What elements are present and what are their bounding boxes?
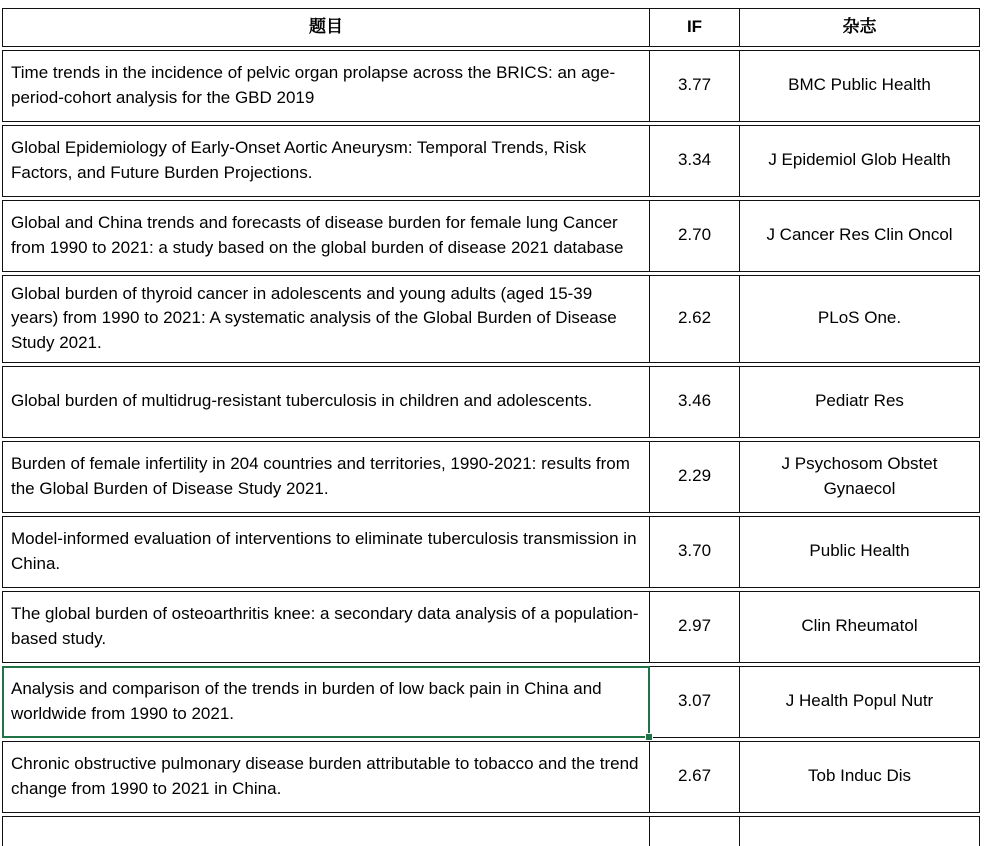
if-cell[interactable] <box>649 276 739 362</box>
title-cell[interactable] <box>3 201 649 271</box>
journal-cell-text: Public Health <box>809 541 910 561</box>
header-title-cell[interactable] <box>3 9 649 46</box>
title-cell-text: Burden of female infertility in 204 countries and territories, 1990-2021: results from the Global Burden of Disease Study 2021. <box>11 453 630 498</box>
journal-cell[interactable] <box>739 742 979 812</box>
table-row <box>2 741 980 813</box>
title-cell[interactable] <box>3 442 649 512</box>
journal-cell-text: J Epidemiol Glob Health <box>768 150 951 170</box>
journal-cell[interactable] <box>739 367 979 437</box>
title-cell-selected[interactable] <box>3 667 649 737</box>
if-cell-text: 2.70 <box>677 225 712 245</box>
table-row <box>2 366 980 438</box>
header-journal-cell[interactable] <box>739 9 979 46</box>
title-cell[interactable] <box>3 592 649 662</box>
table-row <box>2 516 980 588</box>
if-cell-text: 2.97 <box>677 616 712 636</box>
table-row <box>2 816 980 846</box>
header-title-label: 题目 <box>309 17 343 36</box>
if-cell[interactable] <box>649 667 739 737</box>
if-cell[interactable] <box>649 367 739 437</box>
if-cell[interactable] <box>649 517 739 587</box>
table-row <box>2 591 980 663</box>
title-cell[interactable] <box>3 126 649 196</box>
journal-cell[interactable] <box>739 201 979 271</box>
if-cell[interactable] <box>649 51 739 121</box>
table-row <box>2 125 980 197</box>
title-cell[interactable] <box>3 367 649 437</box>
if-cell-text: 3.70 <box>677 541 712 561</box>
if-cell-text: 2.29 <box>677 466 712 486</box>
table-row <box>2 200 980 272</box>
title-cell-text: Model-informed evaluation of interventions to eliminate tuberculosis transmission in China. <box>11 528 637 573</box>
table-row <box>2 275 980 363</box>
journal-cell-text: J Cancer Res Clin Oncol <box>766 225 953 245</box>
if-cell-text: 3.46 <box>677 391 712 411</box>
if-cell-text: 3.07 <box>677 691 712 711</box>
journal-cell[interactable] <box>739 51 979 121</box>
journal-cell-text: Clin Rheumatol <box>801 616 918 636</box>
if-cell[interactable] <box>649 201 739 271</box>
journal-cell-text: PLoS One. <box>817 308 902 328</box>
header-journal-label: 杂志 <box>842 17 877 36</box>
title-cell-text: Global burden of multidrug-resistant tuberculosis in children and adolescents. <box>11 391 593 411</box>
title-cell-text: Time trends in the incidence of pelvic organ prolapse across the BRICS: an age-period-cohort analysis for the GBD 2019 <box>11 63 616 107</box>
if-cell[interactable] <box>649 126 739 196</box>
table-row <box>2 441 980 513</box>
journal-cell[interactable] <box>739 442 979 512</box>
title-cell-text: Global Epidemiology of Early-Onset Aortic Aneurysm: Temporal Trends, Risk Factors, and Future Burden Projections. <box>11 138 587 182</box>
title-cell-text: Global and China trends and forecasts of disease burden for female lung Cancer from 1990 to 2021: a study based on the global burden of disease 2021 database <box>11 213 624 257</box>
if-cell-text: 2.62 <box>677 308 712 328</box>
title-cell[interactable] <box>3 817 649 846</box>
journal-cell-text: BMC Public Health <box>788 75 931 95</box>
title-cell-text: Global burden of thyroid cancer in adolescents and young adults (aged 15-39 years) from 1990 to 2021: A systematic analysis of the Global Burden of Disease Study 2021. <box>11 283 617 352</box>
title-cell-text: Analysis and comparison of the trends in burden of low back pain in China and worldwide from 1990 to 2021. <box>11 678 602 723</box>
table-row <box>2 50 980 122</box>
journal-cell[interactable] <box>739 517 979 587</box>
if-cell[interactable] <box>649 817 739 846</box>
table-header-row <box>2 8 980 47</box>
journal-cell[interactable] <box>739 126 979 196</box>
header-if-label: IF <box>686 17 703 36</box>
header-if-cell[interactable] <box>649 9 739 46</box>
title-cell-text: The global burden of osteoarthritis knee: a secondary data analysis of a population-based study. <box>11 603 639 648</box>
if-cell[interactable] <box>649 742 739 812</box>
journal-cell[interactable] <box>739 276 979 362</box>
papers-table <box>2 8 980 846</box>
journal-cell-text: J Psychosom Obstet Gynaecol <box>781 453 938 498</box>
title-cell[interactable] <box>3 51 649 121</box>
if-cell[interactable] <box>649 442 739 512</box>
if-cell-text: 3.34 <box>677 150 712 170</box>
if-cell-text: 3.77 <box>677 75 712 95</box>
journal-cell[interactable] <box>739 667 979 737</box>
journal-cell-text: J Health Popul Nutr <box>785 691 934 711</box>
journal-cell[interactable] <box>739 817 979 846</box>
title-cell[interactable] <box>3 276 649 362</box>
journal-cell-text: Tob Induc Dis <box>808 766 911 786</box>
journal-cell-text: Pediatr Res <box>815 391 904 411</box>
title-cell-text: Chronic obstructive pulmonary disease burden attributable to tobacco and the trend change from 1990 to 2021 in China. <box>11 753 639 798</box>
if-cell[interactable] <box>649 592 739 662</box>
if-cell-text: 2.67 <box>677 766 712 786</box>
table-row <box>2 666 980 738</box>
title-cell[interactable] <box>3 742 649 812</box>
title-cell[interactable] <box>3 517 649 587</box>
journal-cell[interactable] <box>739 592 979 662</box>
